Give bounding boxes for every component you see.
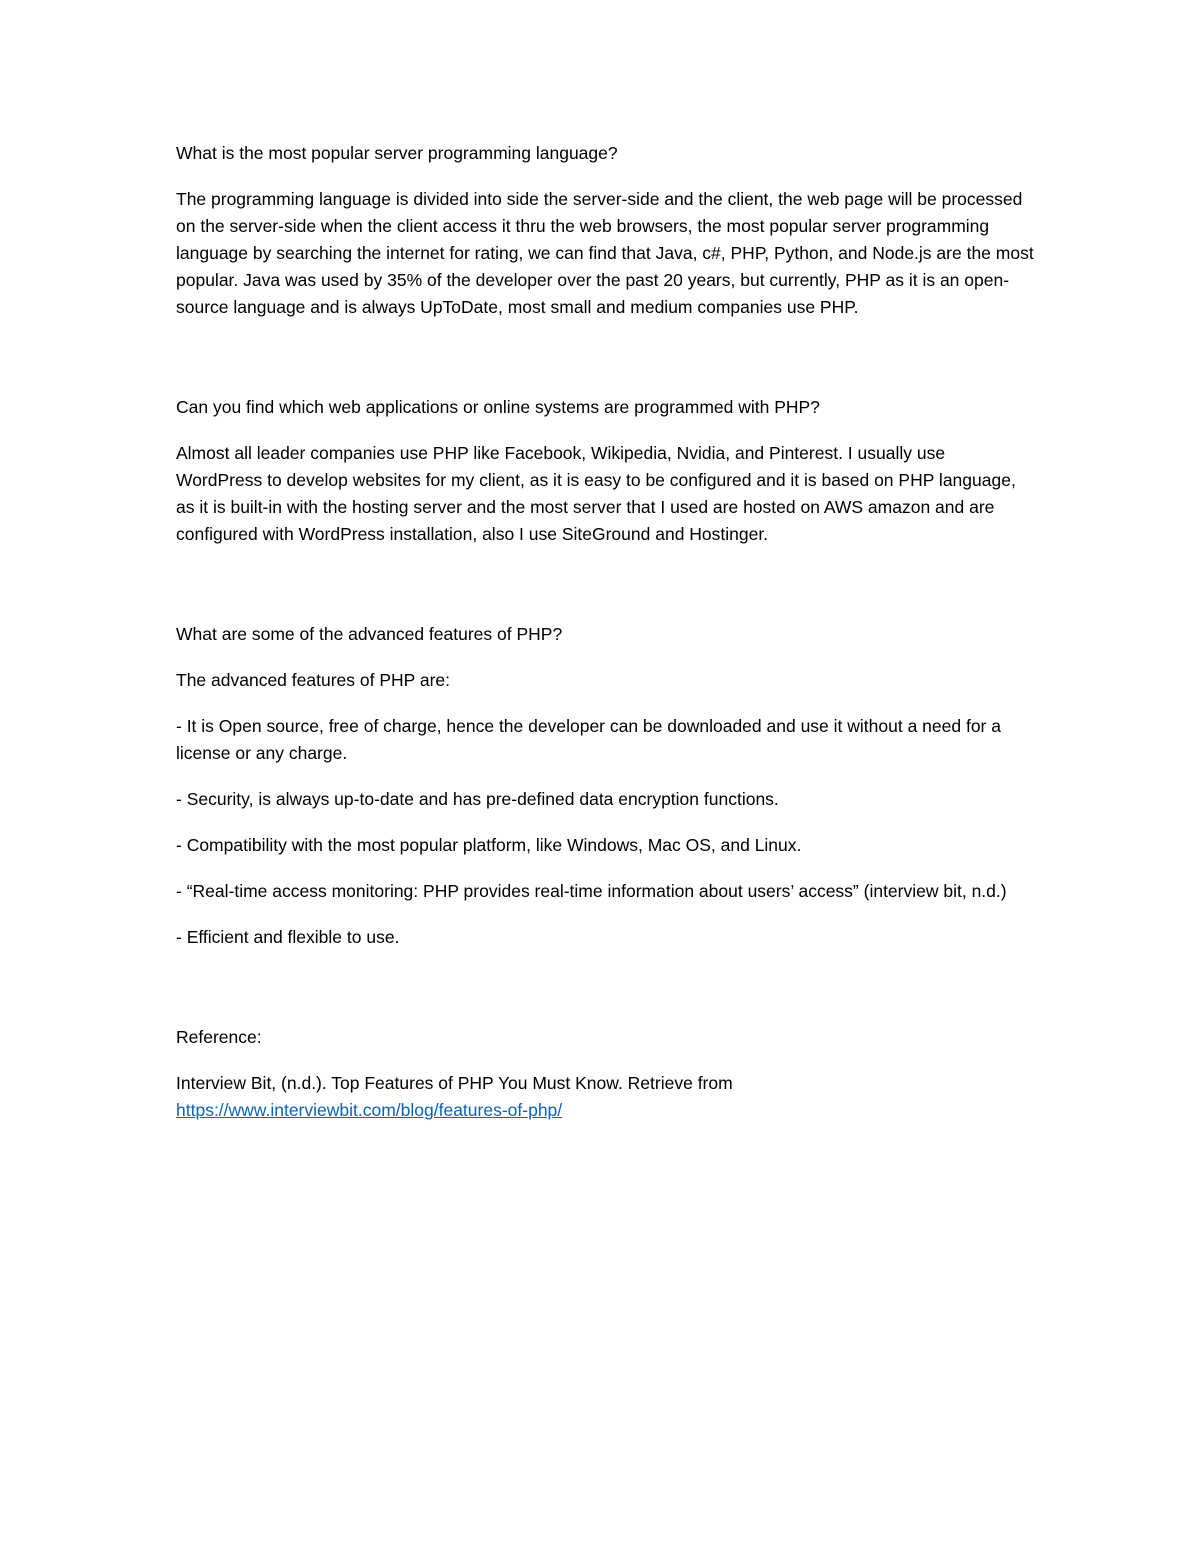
- spacer: [176, 567, 1036, 621]
- feature-item: - Security, is always up-to-date and has pre-defined data encryption functions.: [176, 789, 779, 809]
- document-body: [176, 140, 1036, 1124]
- features-intro: The advanced features of PHP are:: [176, 670, 451, 690]
- answer-2: Almost all leader companies use PHP like Facebook, Wikipedia, Nvidia, and Pinterest. I usually use WordPress to develop websites for my client, as it is easy to be configured and it is based on PHP language, as it is built-in with the hosting server and the most server that I used are hosted on AWS amazon and are configured with WordPress installation, also I use SiteGround and Hostinger.: [176, 443, 1016, 544]
- reference-citation: [176, 1070, 1036, 1124]
- question-2: Can you find which web applications or online systems are programmed with PHP?: [176, 397, 820, 417]
- spacer: [176, 970, 1036, 1024]
- reference-heading: Reference:: [176, 1027, 262, 1047]
- feature-item: - “Real-time access monitoring: PHP provides real-time information about users’ access” (interview bit, n.d.): [176, 881, 1007, 901]
- answer-1: The programming language is divided into side the server-side and the client, the web page will be processed on the server-side when the client access it thru the web browsers, the most popular server programming language by searching the internet for rating, we can find that Java, c#, PHP, Python, and Node.js are the most popular. Java was used by 35% of the developer over the past 20 years, but currently, PHP as it is an open-source language and is always UpToDate, most small and medium companies use PHP.: [176, 189, 1034, 317]
- reference-citation-text: Interview Bit, (n.d.). Top Features of PHP You Must Know. Retrieve from: [176, 1073, 733, 1093]
- question-1: What is the most popular server programming language?: [176, 143, 618, 163]
- reference-link[interactable]: https://www.interviewbit.com/blog/features-of-php/: [176, 1100, 563, 1120]
- spacer: [176, 340, 1036, 394]
- feature-item: - Efficient and flexible to use.: [176, 927, 400, 947]
- feature-item: - It is Open source, free of charge, hence the developer can be downloaded and use it without a need for a license or any charge.: [176, 716, 1001, 763]
- question-3: What are some of the advanced features of PHP?: [176, 624, 563, 644]
- feature-item: - Compatibility with the most popular platform, like Windows, Mac OS, and Linux.: [176, 835, 802, 855]
